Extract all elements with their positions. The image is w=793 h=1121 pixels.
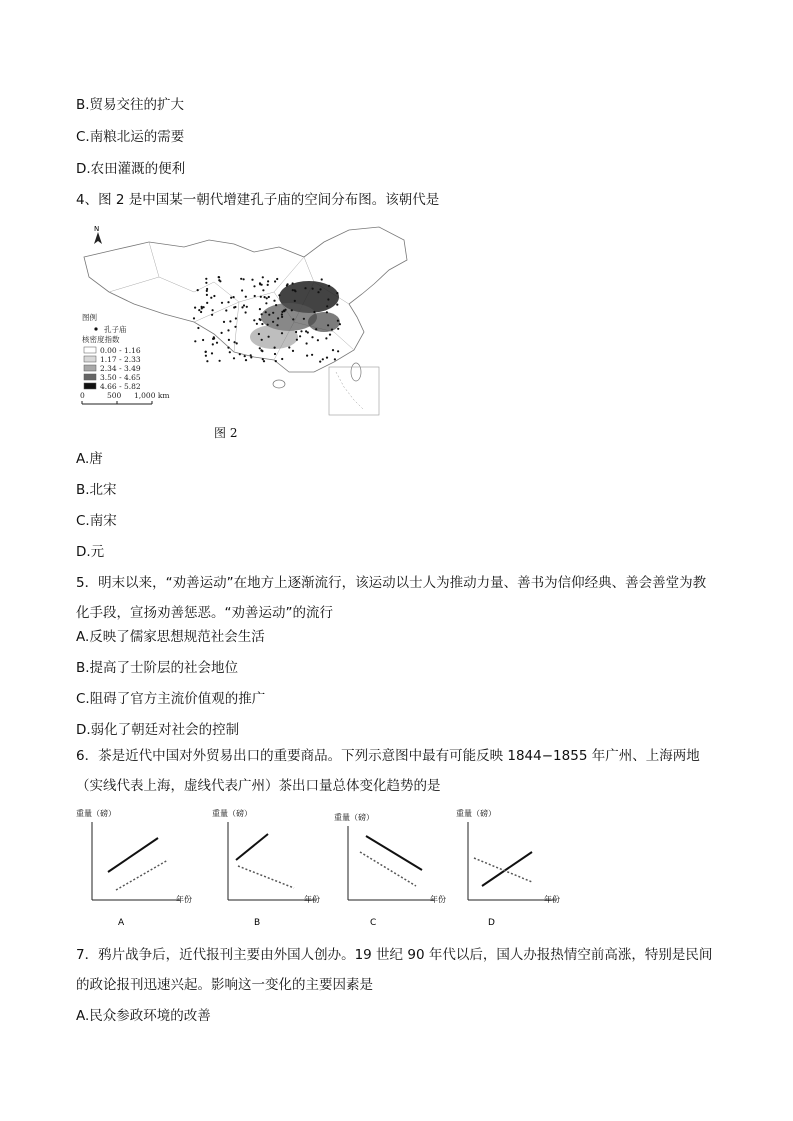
q7-option-a: A.民众参政环境的改善 (76, 1008, 211, 1024)
temple-point (212, 309, 214, 311)
temple-point (337, 328, 339, 330)
temple-point (233, 357, 235, 359)
temple-point (243, 278, 245, 280)
temple-point (245, 359, 247, 361)
temple-point (259, 283, 261, 285)
temple-point (317, 291, 319, 293)
temple-point (274, 347, 276, 349)
north-arrow-icon (94, 225, 102, 244)
temple-point (259, 308, 261, 310)
temple-point (261, 323, 263, 325)
temple-point (292, 282, 294, 284)
temple-point (304, 287, 306, 289)
temple-point (272, 312, 274, 314)
q6-stem: 6．茶是近代中国对外贸易出口的重要商品。下列示意图中最有可能反映 1844−1855 年广州、上海两地（实线代表上海，虚线代表广州）茶出口量总体变化趋势的是 (76, 748, 700, 794)
temple-point (229, 320, 231, 322)
temple-point (205, 278, 207, 280)
temple-point (284, 309, 286, 311)
temple-point (245, 296, 247, 298)
temple-point (256, 323, 258, 325)
chart-a-label: A (118, 918, 125, 928)
temple-point (211, 352, 213, 354)
temple-point (336, 304, 338, 306)
legend-range-label: 2.34 - 3.49 (100, 364, 141, 373)
china-map-svg (74, 222, 414, 417)
temple-point (254, 295, 256, 297)
temple-point (243, 304, 245, 306)
chart-d-ylabel: 重量（磅） (456, 809, 496, 818)
temple-point (267, 324, 269, 326)
temple-point (194, 307, 196, 309)
temple-point (219, 360, 221, 362)
temple-point (328, 285, 330, 287)
legend-range-label: 4.66 - 5.82 (100, 382, 141, 391)
temple-point (261, 339, 263, 341)
chart-a-solid-line (108, 838, 158, 872)
legend-range-label: 0.00 - 1.16 (100, 346, 141, 355)
legend-range-label: 1.17 - 2.33 (100, 355, 141, 364)
temple-point (281, 316, 283, 318)
q5-option-b: B.提高了士阶层的社会地位 (76, 660, 239, 676)
temple-point (275, 304, 277, 306)
temple-point (263, 360, 265, 362)
temple-point (306, 342, 308, 344)
chart-c-label: C (370, 918, 377, 928)
chart-a-dashed-line (116, 860, 168, 890)
chart-c-ylabel: 重量（磅） (334, 813, 374, 822)
figure-2-caption: 图 2 (214, 426, 238, 440)
temple-point (234, 341, 236, 343)
temple-point (253, 285, 255, 287)
temple-point (259, 347, 261, 349)
temple-point (203, 306, 205, 308)
q7-stem: 7．鸦片战争后，近代报刊主要由外国人创办。19 世纪 90 年代以后，国人办报热情空前高涨，特别是民间的政论报刊迅速兴起。影响这一变化的主要因素是 (76, 947, 713, 993)
temple-point (262, 358, 264, 360)
temple-point (239, 353, 241, 355)
temple-point (274, 353, 276, 355)
temple-point (216, 342, 218, 344)
temple-point (241, 306, 243, 308)
temple-point (198, 309, 200, 311)
temple-point (292, 289, 294, 291)
temple-point (211, 314, 213, 316)
q4-option-a: A.唐 (76, 451, 103, 467)
temple-point (218, 276, 220, 278)
temple-point (213, 295, 215, 297)
q4-option-c: C.南宋 (76, 513, 117, 529)
temple-point (291, 309, 293, 311)
temple-point (266, 297, 268, 299)
temple-point (268, 296, 270, 298)
q5-option-d: D.弱化了朝廷对社会的控制 (76, 722, 240, 738)
temple-point (300, 330, 302, 332)
temple-point (332, 349, 334, 351)
legend-swatch (84, 374, 96, 380)
temple-point (311, 336, 313, 338)
temple-point (306, 355, 308, 357)
temple-point (205, 282, 207, 284)
temple-point (299, 335, 301, 337)
chart-b-xlabel: 年份 (304, 895, 320, 904)
svg-text:孔子庙: 孔子庙 (104, 325, 127, 334)
chart-a-ylabel: 重量（磅） (76, 809, 116, 818)
temple-point (200, 311, 202, 313)
legend-swatch (84, 356, 96, 362)
temple-point (296, 339, 298, 341)
q6-chart-a (72, 808, 202, 932)
temple-point (334, 358, 336, 360)
chart-a-xlabel: 年份 (176, 895, 192, 904)
q4-stem: 4、图 2 是中国某一朝代增建孔子庙的空间分布图。该朝代是 (76, 192, 440, 208)
temple-point (218, 279, 220, 281)
chart-b-label: B (254, 918, 261, 928)
temple-point (261, 313, 263, 315)
temple-point (277, 317, 279, 319)
temple-point (276, 278, 278, 280)
temple-point (258, 333, 260, 335)
temple-point (205, 351, 207, 353)
figure-2-map (74, 222, 414, 421)
temple-point (268, 314, 270, 316)
q3-option-c: C.南粮北运的需要 (76, 129, 185, 145)
chart-d-xlabel: 年份 (544, 895, 560, 904)
chart-b-dashed-line (238, 866, 294, 888)
temple-point (327, 324, 329, 326)
temple-point (206, 290, 208, 292)
temple-point (311, 354, 313, 356)
temple-point (241, 289, 243, 291)
hainan-island (273, 380, 285, 388)
temple-point (288, 346, 290, 348)
q6-chart-b (208, 808, 338, 932)
map-scale-bar (80, 391, 170, 404)
chart-d-solid-line (482, 852, 532, 886)
chart-d-label: D (488, 918, 495, 928)
temple-point (194, 340, 196, 342)
taiwan-island (351, 363, 361, 381)
temple-point (278, 294, 280, 296)
temple-point (322, 358, 324, 360)
temple-point (221, 332, 223, 334)
temple-point (227, 347, 229, 349)
temple-point (260, 349, 262, 351)
map-legend (82, 312, 141, 391)
temple-point (193, 317, 195, 319)
temple-point (317, 339, 319, 341)
temple-point (264, 296, 266, 298)
svg-text:N: N (94, 225, 100, 233)
temple-point (292, 318, 294, 320)
q3-option-d: D.农田灌溉的便利 (76, 161, 186, 177)
legend-range-label: 3.50 - 4.65 (100, 373, 141, 382)
temple-point (326, 305, 328, 307)
q4-option-b: B.北宋 (76, 482, 117, 498)
temple-point (313, 311, 315, 313)
temple-point (234, 306, 236, 308)
temple-point (276, 324, 278, 326)
svg-text:图例: 图例 (82, 313, 97, 322)
temple-point (326, 357, 328, 359)
temple-point (233, 296, 235, 298)
temple-point (267, 284, 269, 286)
svg-text:核密度指数: 核密度指数 (82, 335, 120, 344)
temple-point (245, 311, 247, 313)
temple-point (262, 289, 264, 291)
q5-option-c: C.阻碍了官方主流价值观的推广 (76, 691, 266, 707)
temple-point (197, 327, 199, 329)
temple-point (268, 336, 270, 338)
temple-point (286, 284, 288, 286)
temple-point (326, 311, 328, 313)
temple-point (235, 317, 237, 319)
temple-point (234, 326, 236, 328)
temple-point (202, 339, 204, 341)
temple-point (197, 289, 199, 291)
temple-point (267, 280, 269, 282)
temple-point (244, 355, 246, 357)
temple-point (319, 361, 321, 363)
temple-point (213, 336, 215, 338)
temple-point (210, 297, 212, 299)
temple-point (206, 288, 208, 290)
temple-point (265, 311, 267, 313)
temple-point (253, 319, 255, 321)
temple-point (327, 298, 329, 300)
temple-point (240, 278, 242, 280)
temple-point (260, 296, 262, 298)
chart-c-dashed-line (360, 852, 416, 886)
legend-swatch (84, 365, 96, 371)
temple-point (227, 301, 229, 303)
q6-chart-d (448, 808, 578, 932)
temple-point (265, 302, 267, 304)
temple-point (272, 321, 274, 323)
temple-point (275, 360, 277, 362)
temple-point (236, 342, 238, 344)
temple-point (206, 302, 208, 304)
temple-point (206, 360, 208, 362)
temple-point (321, 278, 323, 280)
q6-chart-c (326, 808, 456, 932)
temple-point (262, 276, 264, 278)
temple-point (221, 302, 223, 304)
svg-text:0: 0 (80, 391, 85, 400)
q4-option-d: D.元 (76, 544, 105, 560)
temple-point (250, 356, 252, 358)
temple-point (281, 358, 283, 360)
temple-point (250, 354, 252, 356)
temple-point (251, 279, 253, 281)
temple-point (229, 351, 231, 353)
q5-stem: 5．明末以来，“劝善运动”在地方上逐渐流行，该运动以士人为推动力量、善书为信仰经典、善会善堂为教化手段，宣扬劝善惩恶。“劝善运动”的流行 (76, 575, 707, 621)
temple-point (230, 297, 232, 299)
temple-point (331, 329, 333, 331)
temple-point (329, 334, 331, 336)
temple-point (303, 318, 305, 320)
temple-point (274, 280, 276, 282)
legend-swatch (84, 347, 96, 353)
temple-point (281, 313, 283, 315)
temple-point (336, 292, 338, 294)
temple-point (305, 330, 307, 332)
q5-option-a: A.反映了儒家思想规范社会生活 (76, 629, 265, 645)
temple-point (337, 320, 339, 322)
q3-option-b: B.贸易交往的扩大 (76, 97, 185, 113)
temple-point (201, 306, 203, 308)
temple-point (259, 318, 261, 320)
temple-point (339, 323, 341, 325)
chart-c-xlabel: 年份 (430, 895, 446, 904)
temple-point (228, 339, 230, 341)
temple-point (246, 306, 248, 308)
temple-point (225, 309, 227, 311)
temple-point (312, 288, 314, 290)
temple-point (227, 329, 229, 331)
svg-text:500: 500 (107, 391, 122, 400)
temple-point (319, 288, 321, 290)
legend-swatch (84, 383, 96, 389)
temple-point (295, 331, 297, 333)
temple-point (205, 355, 207, 357)
temple-point (294, 290, 296, 292)
svg-text:1,000 km: 1,000 km (134, 391, 170, 400)
temple-point (337, 350, 339, 352)
chart-b-solid-line (236, 834, 268, 860)
temple-point (325, 337, 327, 339)
chart-b-ylabel: 重量（磅） (212, 809, 252, 818)
temple-point (223, 321, 225, 323)
temple-point (315, 328, 317, 330)
temple-point (273, 300, 275, 302)
temple-point (292, 350, 294, 352)
temple-point (212, 343, 214, 345)
chart-d-dashed-line (474, 858, 532, 882)
temple-point (294, 300, 296, 302)
chart-c-solid-line (366, 836, 422, 870)
temple-point (281, 332, 283, 334)
temple-point (206, 294, 208, 296)
